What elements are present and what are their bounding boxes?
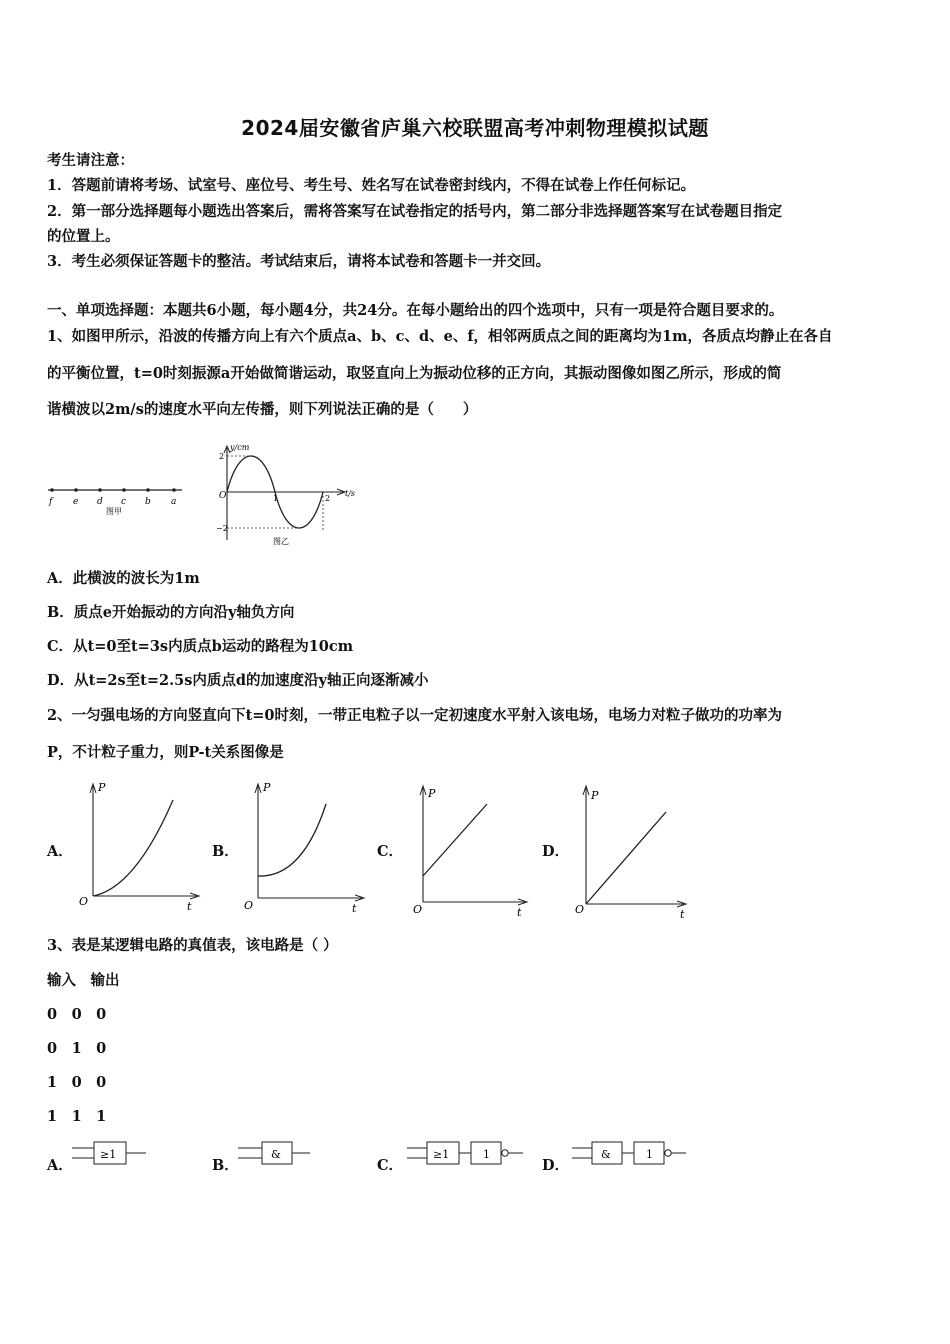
q3-gate-b: [238, 1138, 318, 1168]
caption-yi: 图乙: [273, 537, 289, 546]
q2-graph-d: [570, 780, 700, 921]
notice-heading: 考生请注意：: [47, 152, 134, 169]
q2-option-c-letter: C．: [377, 843, 404, 860]
svg-text:P: P: [98, 781, 106, 794]
svg-text:O: O: [413, 903, 423, 916]
q3-gate-a: [72, 1138, 152, 1168]
point-f: f: [49, 497, 53, 507]
svg-text:&: &: [271, 1148, 281, 1161]
point-e: e: [73, 497, 79, 507]
svg-text:t: t: [680, 908, 685, 921]
svg-text:O: O: [575, 903, 585, 916]
svg-text:P: P: [428, 787, 436, 800]
notice-item-1: 1．答题前请将考场、试室号、座位号、考生号、姓名写在试卷密封线内，不得在试卷上作任何标记。: [47, 177, 696, 194]
q2-graph-c: [405, 780, 535, 919]
truth-table-row: 1 0 0: [47, 1074, 107, 1091]
svg-text:≥1: ≥1: [100, 1148, 117, 1161]
q2-line-1: 2、一匀强电场的方向竖直向下t=0时刻，一带正电粒子以一定初速度水平射入该电场，电场力对粒子做功的功率为: [47, 707, 783, 724]
ytick-2: 2: [219, 452, 225, 461]
svg-text:1: 1: [646, 1148, 653, 1161]
notice-item-2-cont: 的位置上。: [47, 228, 120, 245]
point-c: c: [121, 497, 127, 507]
xtick-1: 1: [273, 494, 279, 503]
ylabel-yi: y/cm: [230, 443, 250, 452]
q2-option-a-letter: A．: [47, 843, 73, 860]
q3-gate-d: [568, 1138, 693, 1168]
point-b: b: [145, 497, 151, 507]
svg-text:O: O: [79, 895, 89, 908]
q2-graph-b: [240, 778, 370, 913]
svg-text:P: P: [263, 781, 271, 794]
svg-text:P: P: [591, 789, 599, 802]
q3-option-d-letter: D．: [542, 1157, 570, 1174]
xtick-2: 2: [325, 494, 331, 503]
notice-item-2: 2．第一部分选择题每小题选出答案后，需将答案写在试卷指定的括号内，第二部分非选择题答案写在试卷题目指定: [47, 203, 783, 220]
q1-line-3: 谐横波以2m/s的速度水平向左传播，则下列说法正确的是（ ）: [47, 401, 478, 418]
q3-option-a-letter: A．: [47, 1157, 73, 1174]
q1-option-b: B．质点e开始振动的方向沿y轴负方向: [47, 604, 295, 621]
section-heading: 一、单项选择题：本题共6小题，每小题4分，共24分。在每小题给出的四个选项中，只有一项是符合题目要求的。: [47, 302, 784, 319]
svg-text:t: t: [352, 902, 357, 915]
q3-stem: 3、表是某逻辑电路的真值表，该电路是（ ）: [47, 937, 338, 954]
point-d: d: [97, 497, 103, 507]
truth-table-row: 0 0 0: [47, 1006, 107, 1023]
notice-item-3: 3．考生必须保证答题卡的整洁。考试结束后，请将本试卷和答题卡一并交回。: [47, 253, 551, 270]
q1-option-c: C．从t=0至t=3s内质点b运动的路程为10cm: [47, 638, 354, 655]
figure-jia: [40, 478, 190, 518]
point-a: a: [171, 497, 177, 507]
caption-jia: 图甲: [106, 507, 122, 516]
q1-option-a: A．此横波的波长为1m: [47, 570, 200, 587]
svg-text:1: 1: [483, 1148, 490, 1161]
svg-text:O: O: [244, 899, 254, 912]
q1-line-2: 的平衡位置，t=0时刻振源a开始做简谐运动，取竖直向上为振动位移的正方向，其振动图像如图乙所示，形成的简: [47, 365, 782, 382]
truth-table-row: 0 1 0: [47, 1040, 107, 1057]
q3-gate-c: [403, 1138, 528, 1168]
q3-option-b-letter: B．: [212, 1157, 239, 1174]
q2-graph-a: [75, 778, 205, 913]
q1-option-d: D．从t=2s至t=2.5s内质点d的加速度沿y轴正向逐渐减小: [47, 672, 429, 689]
svg-text:&: &: [601, 1148, 611, 1161]
q2-option-d-letter: D．: [542, 843, 570, 860]
svg-text:t: t: [517, 906, 522, 919]
origin-yi: O: [219, 491, 227, 501]
q3-option-c-letter: C．: [377, 1157, 404, 1174]
svg-text:t: t: [187, 900, 192, 913]
page-title: 2024届安徽省庐巢六校联盟高考冲刺物理模拟试题: [241, 116, 709, 140]
q2-line-2: P，不计粒子重力，则P-t关系图像是: [47, 744, 284, 761]
figure-yi: [215, 440, 365, 550]
svg-text:≥1: ≥1: [433, 1148, 450, 1161]
q1-line-1: 1、如图甲所示，沿波的传播方向上有六个质点a、b、c、d、e、f，相邻两质点之间的距离均为1m，各质点均静止在各自: [47, 328, 833, 345]
ytick-neg2: −2: [216, 524, 228, 533]
q2-option-b-letter: B．: [212, 843, 239, 860]
truth-table-row: 1 1 1: [47, 1108, 107, 1125]
truth-table-header: 输入 输出: [47, 972, 120, 989]
xlabel-yi: t/s: [345, 489, 356, 498]
